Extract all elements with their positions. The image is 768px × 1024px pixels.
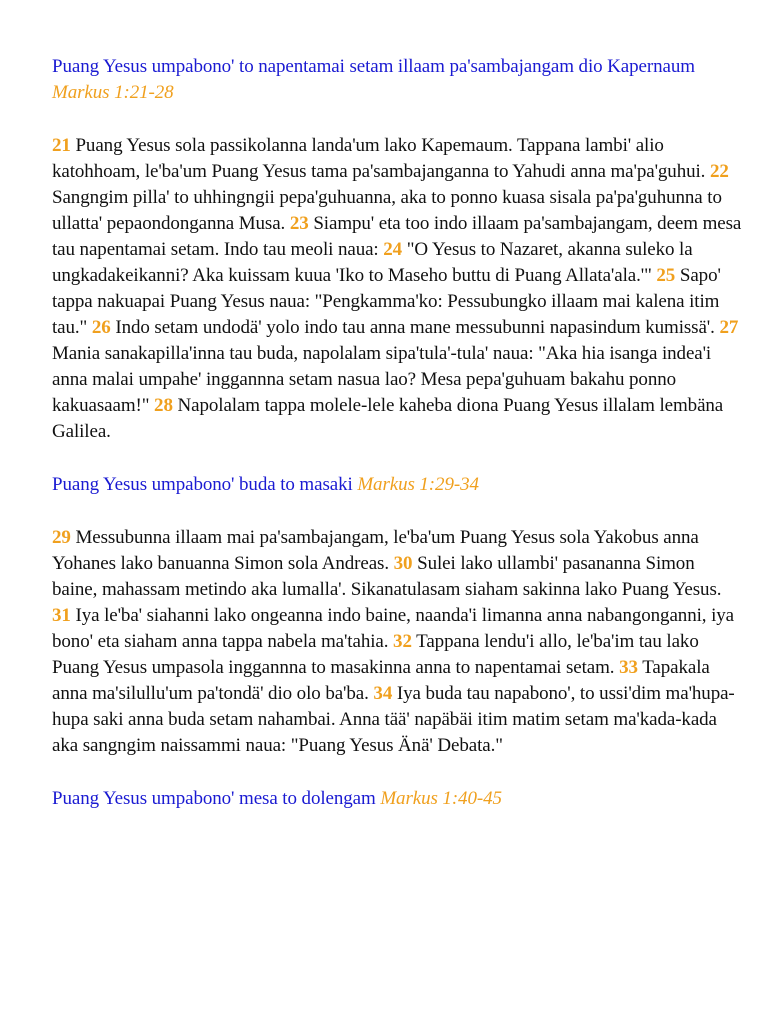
section-heading-2-text: Puang Yesus umpabono' buda to masaki xyxy=(52,474,353,495)
verse-number: 23 xyxy=(289,213,309,234)
verse-text: Mania sanakapilla'inna tau buda, napolalam sipa'tula'-tula' naua: "Aka hia isanga indea'i anna malai umpahe' inggannna setam nasua lao? Mesa pepa'guhuam bakahu ponno kakuasaam!" xyxy=(52,343,712,416)
verse-text: Tappana lendu'i allo, le'ba'im tau lako Puang Yesus umpasola inggannna to masakinna anna to napentamai setam. xyxy=(52,631,699,678)
verse-text: Indo setam undodä' yolo indo tau anna mane messubunni napasindum kumissä'. xyxy=(115,317,715,338)
section-reference-3: Markus 1:40-45 xyxy=(380,788,502,809)
verse-number: 34 xyxy=(373,683,393,704)
section-heading-1-text: Puang Yesus umpabono' to napentamai setam illaam pa'sambajangam dio Kapernaum xyxy=(52,56,695,77)
verse-number: 32 xyxy=(393,631,412,652)
verse-number: 28 xyxy=(154,395,173,416)
verse-text: Messubunna illaam mai pa'sambajangam, le'ba'um Puang Yesus sola Yakobus anna Yohanes lako banuanna Simon sola Andreas. xyxy=(52,527,699,574)
verse-text: Sapo' tappa nakuapai Puang Yesus naua: "Pengkamma'ko: Pessubungko illaam mai kalena itim tau." xyxy=(52,265,721,338)
verse-number: 25 xyxy=(656,265,676,286)
verse-number: 21 xyxy=(52,135,71,156)
verse-text: Siampu' eta too indo illaam pa'sambajangam, deem mesa tau napentamai setam. Indo tau meoli naua: xyxy=(52,213,742,260)
section-heading-3-text: Puang Yesus umpabono' mesa to dolengam xyxy=(52,788,376,809)
section-reference-2: Markus 1:29-34 xyxy=(357,474,479,495)
section-2-paragraph xyxy=(52,525,742,759)
verse-number: 24 xyxy=(383,239,403,260)
document-page xyxy=(52,54,742,812)
verse-number: 29 xyxy=(52,527,71,548)
section-1-paragraph xyxy=(52,133,742,445)
section-heading-1 xyxy=(52,54,742,106)
verse-number: 33 xyxy=(619,657,638,678)
verse-text: Napolalam tappa molele-lele kaheba diona Puang Yesus illalam lembäna Galilea. xyxy=(52,395,724,442)
verse-number: 22 xyxy=(709,161,729,182)
verse-text: Iya buda tau napabono', to ussi'dim ma'hupa-hupa saki anna buda setam nahambai. Anna tää' napäbäi itim matim setam ma'kada-kada aka sangngim naissammi naua: "Puang Yesus Änä' Debata." xyxy=(52,683,735,756)
section-reference-1: Markus 1:21-28 xyxy=(52,82,174,103)
section-heading-3 xyxy=(52,786,742,812)
section-heading-2 xyxy=(52,472,742,498)
verse-number: 30 xyxy=(393,553,413,574)
verse-number: 27 xyxy=(719,317,739,338)
verse-text: Sulei lako ullambi' pasananna Simon baine, mahassam metindo aka lumalla'. Sikanatulasam siaham sakinna lako Puang Yesus. xyxy=(52,553,722,600)
verse-text: "O Yesus to Nazaret, akanna suleko la ungkadakeikanni? Aka kuissam kuua 'Iko to Maseho buttu di Puang Allata'ala.'" xyxy=(52,239,693,286)
verse-text: Sangngim pilla' to uhhingngii pepa'guhuanna, aka to ponno kuasa sisala pa'pa'guhunna to ullatta' pepaondonganna Musa. xyxy=(52,187,722,234)
verse-text: Tapakala anna ma'silullu'um pa'tondä' dio olo ba'ba. xyxy=(52,657,710,704)
verse-number: 26 xyxy=(91,317,111,338)
verse-text: Iya le'ba' siahanni lako ongeanna indo baine, naanda'i limanna anna nabangonganni, iya bono' eta siaham anna tappa nabela ma'tahia. xyxy=(52,605,734,652)
verse-number: 31 xyxy=(52,605,71,626)
verse-text: Puang Yesus sola passikolanna landa'um lako Kapemaum. Tappana lambi' alio katohhoam, le'ba'um Puang Yesus tama pa'sambajanganna to Yahudi anna ma'pa'guhui. xyxy=(52,135,706,182)
